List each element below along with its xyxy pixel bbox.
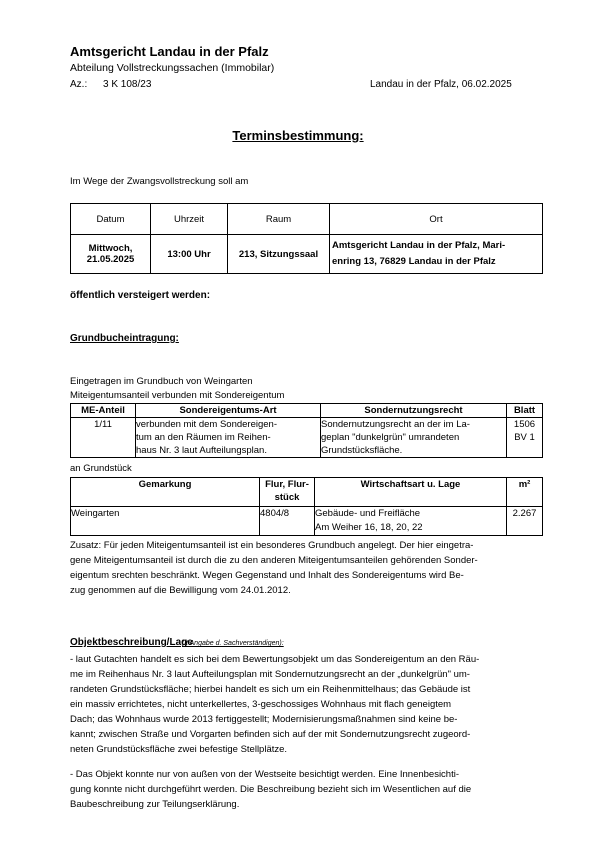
objekt-paragraph-1 [70,652,545,757]
header-flurstueck [260,478,315,507]
blatt-line: BV 1 [514,432,535,443]
art-line: haus Nr. 3 laut Aufteilungsplan. [136,445,267,456]
recht-line: Sondernutzungsrecht an der im La- [321,419,470,430]
grundbuch-line1: Eingetragen im Grundbuch von Weingarten [70,376,253,387]
objekt-line: gung konnte nicht durchgeführt werden. Die Beschreibung bezieht sich im Wesentlichen auf die [70,784,472,795]
blatt-value [507,418,543,458]
appointment-date [71,235,151,274]
header-place: Ort [330,204,543,235]
grundbuch-heading: Grundbucheintragung: [70,333,179,344]
gemarkung-value: Weingarten [71,507,260,536]
me-anteil-value: 1/11 [71,418,136,458]
zusatz-line: Zusatz: Für jeden Miteigentumsanteil ist ein besonderes Grundbuch angelegt. Der hier eingetra- [70,540,474,551]
area-value: 2.267 [507,507,543,536]
header-me-anteil: ME-Anteil [71,404,136,418]
department: Abteilung Vollstreckungssachen (Immobilar) [70,62,275,74]
objekt-line: - laut Gutachten handelt es sich bei dem Bewertungsobjekt um das Sondereigentum an den Räu- [70,654,480,665]
objekt-line: randeten Grundstücksfläche; hierbei handelt es sich um ein Reihenmittelhaus; das Gebäude ist [70,684,471,695]
appointment-room: 213, Sitzungssaal [228,235,330,274]
zusatz-line: eigentum srechten beschränkt. Wegen Gegenstand und Inhalt des Sondereigentums wird Be- [70,570,464,581]
objekt-line: neten Grundstücksfläche zwei befestige Stellplätze. [70,744,288,755]
zusatz-line: gene Miteigentumsanteil ist durch die zu den anderen Miteigentumsanteilen gehörenden Sonder- [70,555,478,566]
objekt-line: Dach; das Wohnhaus wurde 2013 fertiggestellt; Modernisierungsmaßnahmen sind keine be- [70,714,458,725]
date-line2: 21.05.2025 [86,254,135,265]
blatt-line: 1506 [513,419,536,430]
objekt-line: Baubeschreibung zur Teilungserklärung. [70,799,240,810]
header-sondernutzungsrecht: Sondernutzungsrecht [321,404,507,418]
wirtschaftsart-line1: Gebäude- und Freifläche [315,508,421,519]
appointment-place [330,235,543,274]
header-wirtschaftsart: Wirtschaftsart u. Lage [315,478,507,507]
place-line2: enring 13, 76829 Landau in der Pfalz [332,256,496,267]
sondereigentum-table [70,403,543,458]
grundstueck-label: an Grundstück [70,463,132,474]
az-label: Az.: [70,79,88,90]
header-area: m² [507,478,543,507]
flur-line2: stück [274,492,300,503]
appointment-time: 13:00 Uhr [151,235,228,274]
art-line: tum an den Räumen im Reihen- [136,432,271,443]
header-blatt: Blatt [507,404,543,418]
court-name: Amtsgericht Landau in der Pfalz [70,44,269,59]
sondereigentums-art-value [136,418,321,458]
appointment-table [70,203,543,274]
recht-line: geplan "dunkelgrün" umrandeten [321,432,460,443]
flurstueck-value: 4804/8 [260,507,315,536]
zusatz-line: zug genommen auf die Bewilligung vom 24.01.2012. [70,585,291,596]
header-time: Uhrzeit [151,204,228,235]
document-title: Terminsbestimmung: [232,128,364,143]
grundbuch-line2: Miteigentumsanteil verbunden mit Sondereigentum [70,390,285,401]
objekt-paragraph-2 [70,767,545,812]
objekt-line: me im Reihenhaus Nr. 3 laut Aufteilungsplan mit Sondernutzungsrecht an der „dunkelgrün" um- [70,669,470,680]
sondernutzungsrecht-value [321,418,507,458]
wirtschaftsart-line2: Am Weiher 16, 18, 20, 22 [315,522,423,533]
objekt-line: ein massiv errichtetes, nicht unterkellertes, 3-geschossiges Wohnhaus mit flach geneigtem [70,699,452,710]
recht-line: Grundstücksfläche. [321,445,403,456]
flur-line1: Flur, Flur- [265,479,309,490]
art-line: verbunden mit dem Sondereigen- [136,419,278,430]
intro-text: Im Wege der Zwangsvollstreckung soll am [70,176,249,187]
objekt-line: - Das Objekt konnte nur von außen von der Westseite besichtigt werden. Eine Innenbesichti- [70,769,460,780]
objekt-subheading: (lt Angabe d. Sachverständigen): [182,640,284,647]
header-date: Datum [71,204,151,235]
header-room: Raum [228,204,330,235]
place-line1: Amtsgericht Landau in der Pfalz, Mari- [332,240,506,251]
case-number: 3 K 108/23 [103,79,152,90]
objekt-heading: Objektbeschreibung/Lage [70,637,193,648]
header-sondereigentums-art: Sondereigentums-Art [136,404,321,418]
grundstueck-table [70,477,543,536]
header-gemarkung: Gemarkung [71,478,260,507]
date-line1: Mittwoch, [88,243,133,254]
objekt-line: kannt; zwischen Straße und Vorgarten befinden sich auf der mit Sondernutzungsrecht zugeord- [70,729,471,740]
auction-text: öffentlich versteigert werden: [70,290,211,301]
wirtschaftsart-value [315,507,507,536]
place-date: Landau in der Pfalz, 06.02.2025 [370,79,512,90]
zusatz-paragraph [70,538,545,598]
